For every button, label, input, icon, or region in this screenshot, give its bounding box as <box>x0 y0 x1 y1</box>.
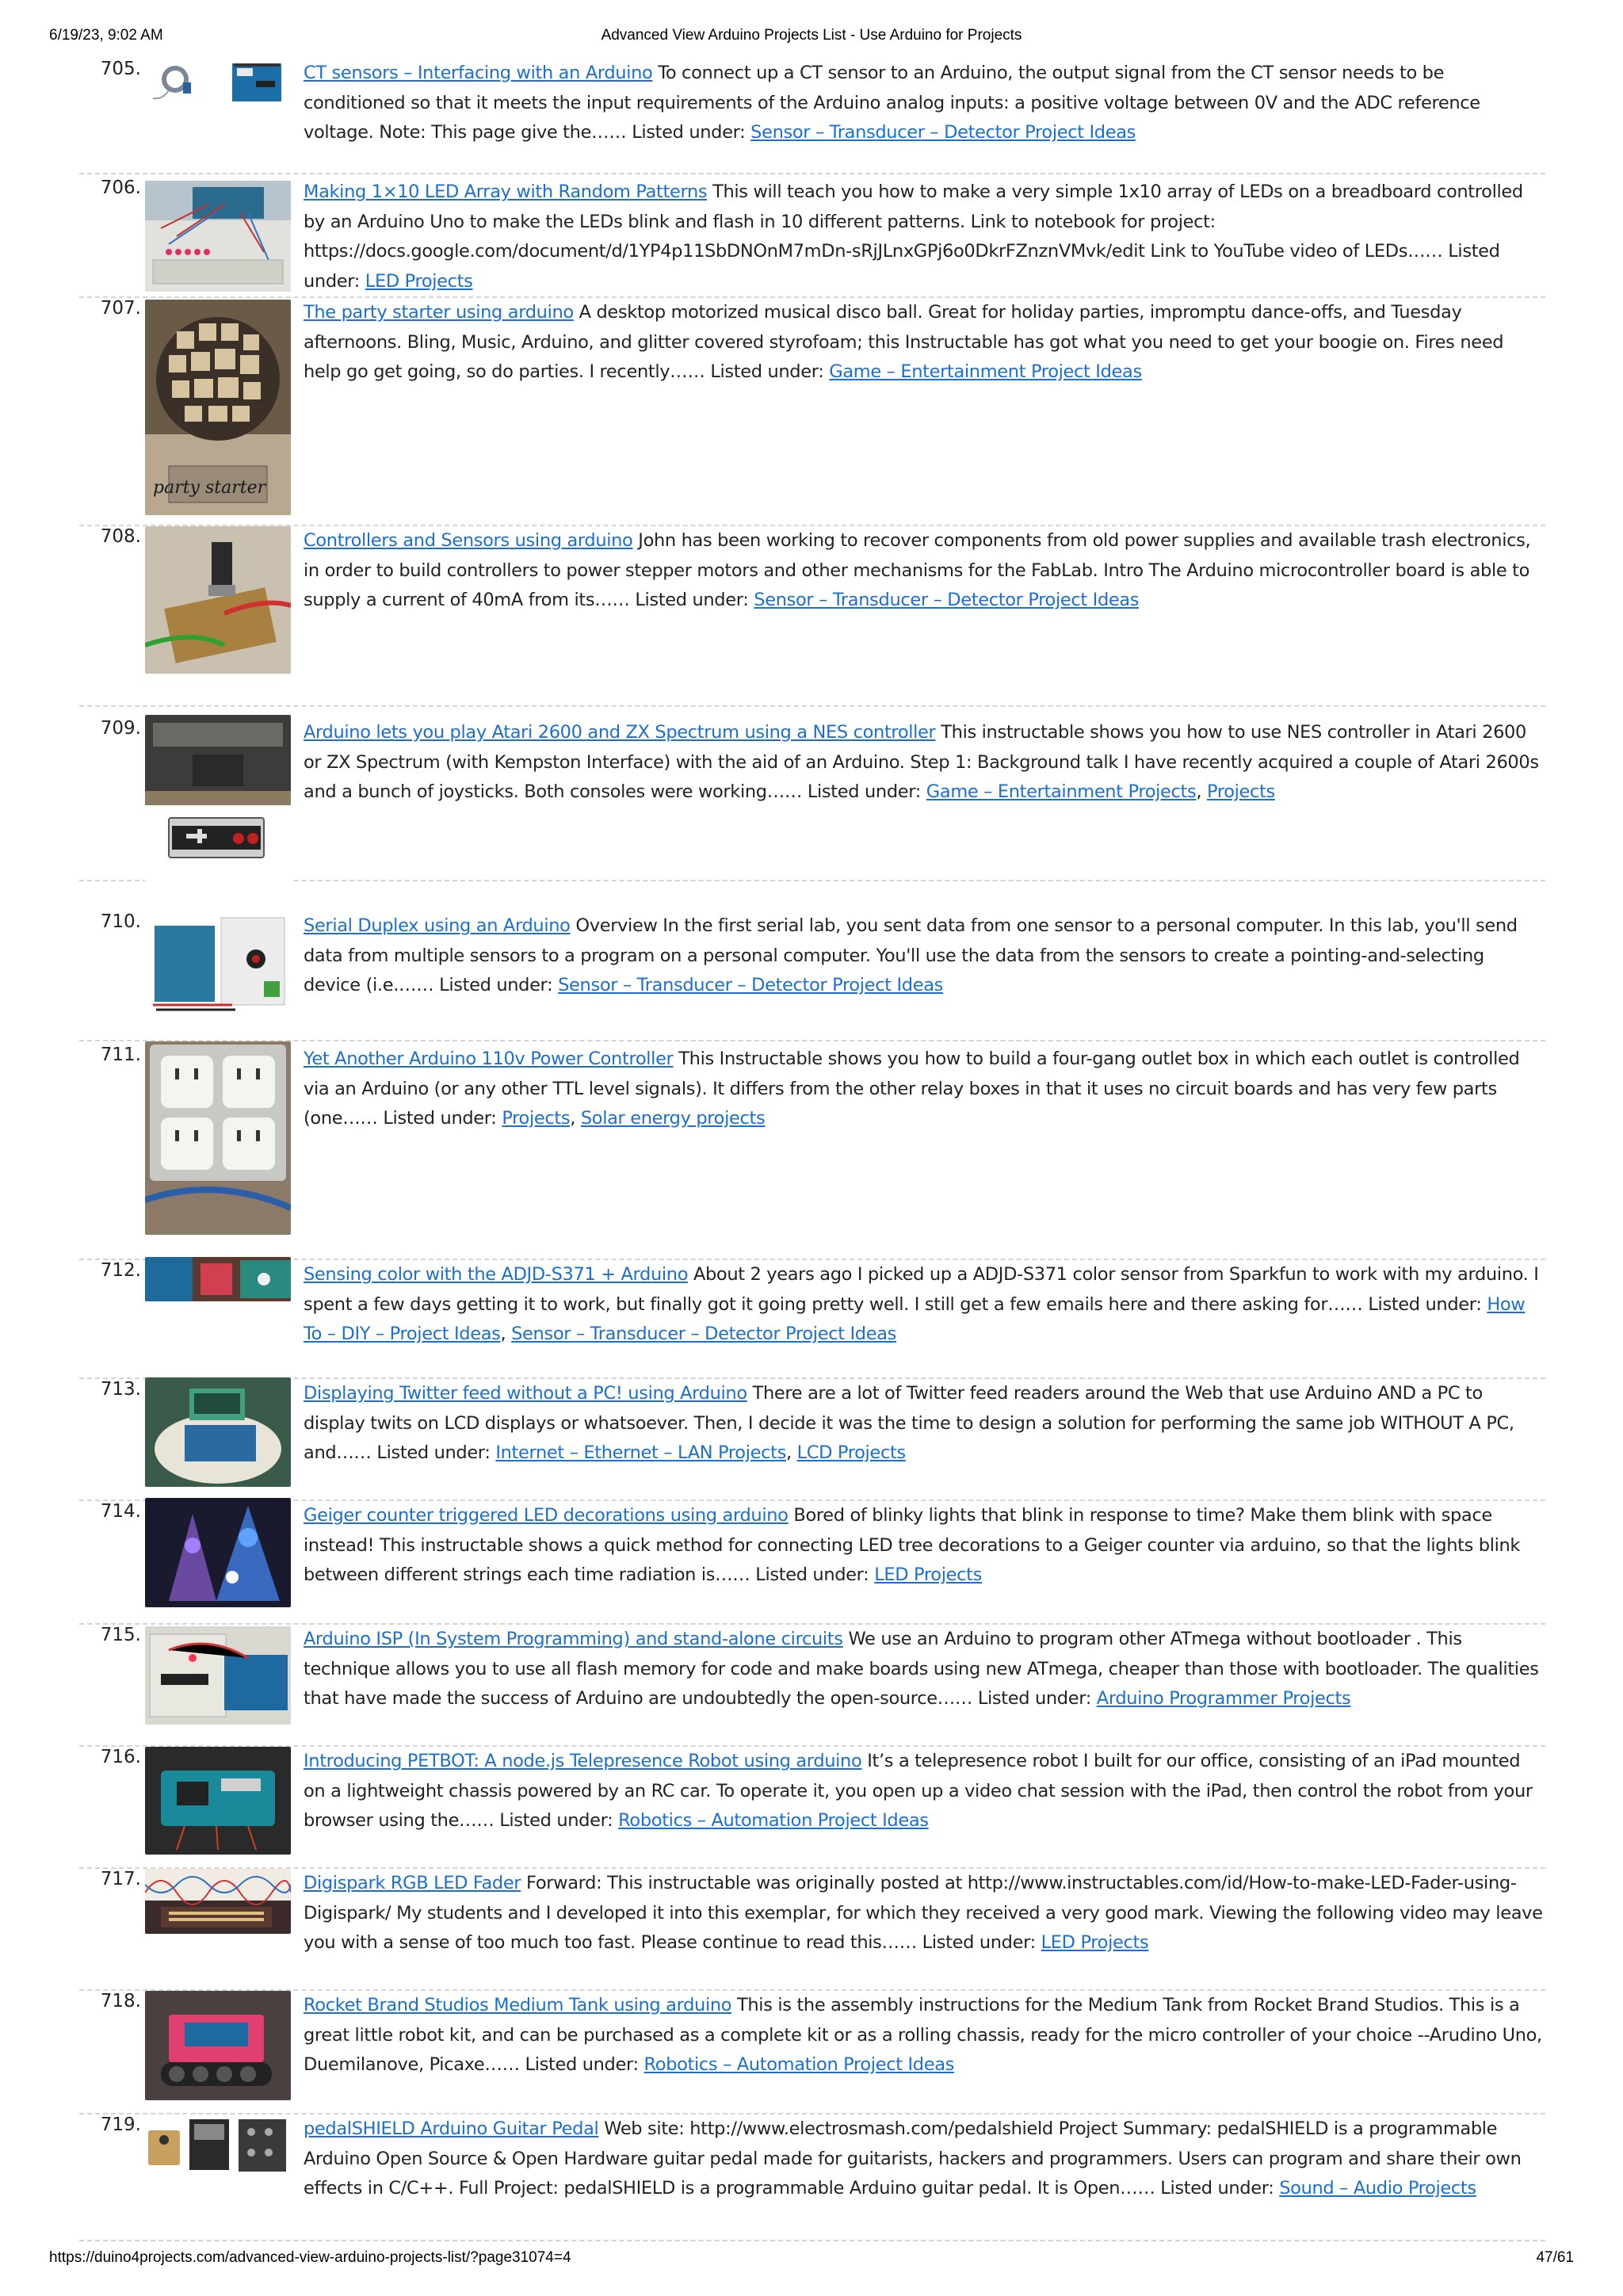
category-link[interactable]: Arduino Programmer Projects <box>1096 1688 1351 1709</box>
project-excerpt: Forward: This instructable was originally posted at http://www.instructables.com/id/How-to-make-LED-Fader-using-Digispark/ My students and I developed it into this exemplar, for which they received a very good mark. Viewing the following video may leave you with a sense of too much too fast. Please continue to read this…… <box>304 1873 1543 1953</box>
project-thumbnail[interactable] <box>145 1377 291 1487</box>
digispark-fader-image <box>145 1869 291 1934</box>
project-title-link[interactable]: The party starter using arduino <box>304 302 574 323</box>
listed-under-label: Listed under: <box>755 1564 869 1585</box>
project-title-link[interactable]: Making 1×10 LED Array with Random Patterns <box>304 181 708 202</box>
listed-under-label: Listed under: <box>1368 1293 1482 1315</box>
item-text <box>304 59 1545 148</box>
item-number: 712. <box>100 1260 141 1281</box>
print-header <box>49 27 1574 49</box>
arduino-isp-image <box>145 1626 291 1725</box>
print-page-title: Advanced View Arduino Projects List - Use Arduino for Projects <box>601 27 1022 44</box>
item-number: 708. <box>100 526 141 547</box>
project-thumbnail[interactable] <box>145 2115 291 2178</box>
project-excerpt: About 2 years ago I picked up a ADJD-S371 color sensor from Sparkfun to work with my arduino. I spent a few days getting it to work, but finally got it going pretty well. I still get a few emails here and there asking for…… <box>304 1264 1539 1315</box>
list-item <box>79 1747 1545 1869</box>
project-thumbnail[interactable] <box>145 1498 291 1607</box>
category-link[interactable]: Solar energy projects <box>580 1108 766 1129</box>
item-text <box>304 1869 1545 1958</box>
project-title-link[interactable]: Yet Another Arduino 110v Power Controller <box>304 1049 674 1069</box>
project-excerpt: It’s a telepresence robot I built for our office, consisting of an iPad mounted on a lightweight chassis powered by an RC car. To operate it, you open up a video chat session with the iPad, then control the robot from your browser using the…… <box>304 1751 1533 1831</box>
item-number: 707. <box>100 298 141 319</box>
item-number: 714. <box>100 1501 141 1522</box>
color-sensor-image <box>145 1257 291 1301</box>
category-link[interactable]: Game – Entertainment Project Ideas <box>829 361 1142 382</box>
project-excerpt: Bored of blinky lights that blink in response to time? Make them blink with space instead! This instructable shows a quick method for connecting LED tree decorations to a Geiger counter via arduino, so that the lights blink between different strings each time radiation is…… <box>304 1505 1521 1585</box>
item-number: 718. <box>100 1991 141 2011</box>
listed-under-label: Listed under: <box>977 1688 1091 1709</box>
item-text <box>304 298 1545 388</box>
ct-sensor-image <box>145 59 291 106</box>
category-link[interactable]: Robotics – Automation Project Ideas <box>618 1810 929 1831</box>
listed-under-label: Listed under: <box>807 781 921 802</box>
category-link[interactable]: Sound – Audio Projects <box>1279 2178 1476 2199</box>
list-item <box>79 298 1545 526</box>
listed-under-label: Listed under: <box>304 241 1500 292</box>
list-item <box>79 1625 1545 1747</box>
category-link[interactable]: LED Projects <box>365 270 473 292</box>
list-item <box>79 59 1545 174</box>
category-link[interactable]: LED Projects <box>1041 1932 1149 1953</box>
item-text: Sensing color with the ADJD-S371 + Arduino About 2 years ago I picked up a ADJD-S371 color sensor from Sparkfun to work with my arduino. I spent a few days getting it to work, but finally got it going pretty well. I still get a few emails here and there asking for…… Listed under: How To – DIY – Project Ideas, Sensor – Transducer – Detector Project Ideas <box>304 1264 1539 1344</box>
project-thumbnail[interactable] <box>145 715 291 886</box>
project-excerpt: This instructable shows you how to use NES controller in Atari 2600 or ZX Spectrum (with Kempston Interface) with the aid of an Arduino. Step 1: Background talk I have recently acquired a couple of Atari 2600s and a bunch of joysticks. Both consoles were working…… <box>304 722 1539 802</box>
listed-under-label: Listed under: <box>632 122 746 143</box>
project-thumbnail[interactable] <box>145 1626 291 1725</box>
print-footer <box>49 2249 1574 2271</box>
project-title-link[interactable]: Serial Duplex using an Arduino <box>304 915 571 936</box>
category-link[interactable]: LED Projects <box>874 1564 982 1585</box>
project-title-link[interactable]: CT sensors – Interfacing with an Arduino <box>304 63 653 83</box>
led-array-image <box>145 181 291 292</box>
project-thumbnail[interactable] <box>145 300 291 515</box>
geiger-led-image <box>145 1498 291 1607</box>
category-link[interactable]: Sensor – Transducer – Detector Project Ideas <box>511 1324 897 1344</box>
project-excerpt: John has been working to recover components from old power supplies and available trash electronics, in order to build controllers to power stepper motors and other mechanisms for the FabLab. Intro The Arduino microcontroller board is able to supply a current of 40mA from its…… <box>304 530 1531 610</box>
item-text <box>304 1501 1545 1591</box>
project-title-link[interactable]: Geiger counter triggered LED decorations using arduino <box>304 1505 789 1526</box>
project-excerpt: Overview In the first serial lab, you sent data from one sensor to a personal computer. In this lab, you'll send data from multiple sensors to a program on a personal computer. You'll use the data from the sensors to create a pointing-and-selecting device (i.e.…… <box>304 915 1518 995</box>
category-link[interactable]: LCD Projects <box>796 1442 906 1463</box>
project-title-link[interactable]: pedalSHIELD Arduino Guitar Pedal <box>304 2118 599 2139</box>
category-link[interactable]: Projects <box>502 1108 571 1129</box>
project-thumbnail[interactable] <box>145 1991 291 2100</box>
item-number: 713. <box>100 1379 141 1400</box>
list-item <box>79 718 1545 881</box>
project-title-link[interactable]: Displaying Twitter feed without a PC! using Arduino <box>304 1383 747 1404</box>
item-number: 705. <box>100 59 141 79</box>
project-excerpt: A desktop motorized musical disco ball. Great for holiday parties, impromptu dance-offs, and Tuesday afternoons. Bling, Music, Arduino, and glitter covered styrofoam; this Instructable has got what you need to get your boogie on. Fires need help go get going, so do parties. I recently…… <box>304 302 1504 382</box>
tank-robot-image <box>145 1991 291 2100</box>
listed-under-label: Listed under: <box>439 975 553 995</box>
list-item <box>79 911 1545 1041</box>
project-excerpt: Web site: http://www.electrosmash.com/pedalshield Project Summary: pedalSHIELD is a programmable Arduino Open Source & Open Hardware guitar pedal made for guitarists, hackers and programmers. Users can program and share their own effects in C/C++. Full Project: pedalSHIELD is a programmable Arduino guitar pedal. It is Open…… <box>304 2118 1522 2199</box>
list-item <box>79 1869 1545 1991</box>
category-link[interactable]: Game – Entertainment Projects <box>926 781 1197 802</box>
guitar-pedal-image <box>145 2115 291 2178</box>
category-link[interactable]: Internet – Ethernet – LAN Projects <box>495 1442 786 1463</box>
project-title-link[interactable]: Rocket Brand Studios Medium Tank using arduino <box>304 1995 732 2015</box>
project-thumbnail[interactable] <box>145 181 291 292</box>
project-list <box>79 59 1545 2241</box>
listed-under-label: Listed under: <box>376 1442 491 1463</box>
project-excerpt: This Instructable shows you how to build a four-gang outlet box in which each outlet is controlled via an Arduino (or any other TTL level signals). It differs from the other relay boxes in that it uses no circuit boards and has very few parts (one…… <box>304 1049 1520 1129</box>
listed-under-label: Listed under: <box>499 1810 613 1831</box>
item-number: 710. <box>100 911 141 932</box>
item-text <box>304 1747 1545 1836</box>
project-title-link[interactable]: Digispark RGB LED Fader <box>304 1873 521 1893</box>
item-text <box>304 178 1545 296</box>
item-text <box>304 2115 1545 2204</box>
project-title-link[interactable]: Sensing color with the ADJD-S371 + Arduino <box>304 1264 689 1285</box>
atari-nes-image <box>145 715 291 886</box>
petbot-image <box>145 1747 291 1855</box>
item-text <box>304 911 1545 1001</box>
disco-ball-image <box>145 300 291 515</box>
category-link[interactable]: Sensor – Transducer – Detector Project Ideas <box>750 122 1136 143</box>
item-text <box>304 1991 1545 2080</box>
list-item <box>79 1991 1545 2115</box>
list-item <box>79 1379 1545 1501</box>
item-text: Yet Another Arduino 110v Power Controller This Instructable shows you how to build a four-gang outlet box in which each outlet is controlled via an Arduino (or any other TTL level signals). It differs from the other relay boxes in that it uses no circuit boards and has very few parts (one…… Listed under: Projects, Solar energy projects <box>304 1049 1520 1129</box>
outlet-box-image <box>145 1041 291 1235</box>
controller-board-image <box>145 526 291 674</box>
list-item <box>79 1501 1545 1625</box>
project-excerpt: This is the assembly instructions for the Medium Tank from Rocket Brand Studios. This is a great little robot kit, and can be purchased as a complete kit or as a rolling chassis, ready for the micro controller of your choice --Arudino Uno, Duemilanove, Picaxe…… <box>304 1995 1542 2075</box>
item-text: Displaying Twitter feed without a PC! using Arduino There are a lot of Twitter feed readers around the Web that use Arduino AND a PC to display twits on LCD displays or whatsoever. Then, I decide it was the time to design a solution for performing the same job WITHOUT A PC, and…… Listed under: Internet – Ethernet – LAN Projects, LCD Projects <box>304 1383 1514 1463</box>
project-title-link[interactable]: Introducing PETBOT: A node.js Telepresence Robot using arduino <box>304 1751 862 1771</box>
item-number: 716. <box>100 1747 141 1767</box>
project-title-link[interactable]: Arduino lets you play Atari 2600 and ZX Spectrum using a NES controller <box>304 722 936 743</box>
project-excerpt: There are a lot of Twitter feed readers around the Web that use Arduino AND a PC to display twits on LCD displays or whatsoever. Then, I decide it was the time to design a solution for performing the same job WITHOUT A PC, and…… <box>304 1383 1514 1463</box>
item-text <box>304 526 1545 616</box>
category-link[interactable]: Robotics – Automation Project Ideas <box>643 2054 955 2075</box>
project-thumbnail[interactable] <box>145 526 291 674</box>
project-thumbnail[interactable] <box>145 1257 291 1301</box>
listed-under-label: Listed under: <box>922 1932 1036 1953</box>
list-item <box>79 1260 1545 1379</box>
item-number: 715. <box>100 1625 141 1645</box>
item-number: 709. <box>100 718 141 739</box>
listed-under-label: Listed under: <box>525 2054 639 2075</box>
listed-under-label: Listed under: <box>1160 2178 1274 2199</box>
print-datetime: 6/19/23, 9:02 AM <box>49 27 163 44</box>
category-link[interactable]: Sensor – Transducer – Detector Project Ideas <box>558 975 944 995</box>
image-caption: party starter <box>153 478 266 498</box>
item-number: 719. <box>100 2115 141 2135</box>
list-item <box>79 178 1545 298</box>
project-title-link[interactable]: Controllers and Sensors using arduino <box>304 530 633 551</box>
listed-under-label: Listed under: <box>383 1108 497 1129</box>
category-link[interactable]: Projects <box>1207 781 1275 802</box>
item-text: Arduino lets you play Atari 2600 and ZX Spectrum using a NES controller This instructable shows you how to use NES controller in Atari 2600 or ZX Spectrum (with Kempston Interface) with the aid of an Arduino. Step 1: Background talk I have recently acquired a couple of Atari 2600s and a bunch of joysticks. Both consoles were working…… Listed under: Game – Entertainment Projects, Projects <box>304 722 1539 802</box>
project-thumbnail[interactable] <box>145 1869 291 1934</box>
serial-duplex-image <box>145 910 291 1019</box>
list-item <box>79 1045 1545 1260</box>
project-thumbnail[interactable] <box>145 59 291 106</box>
list-item <box>79 526 1545 707</box>
project-excerpt: This will teach you how to make a very simple 1x10 array of LEDs on a breadboard controlled by an Arduino Uno to make the LEDs blink and flash in 10 different patterns. Link to notebook for project: https://docs.google.com/document/d/1YP4p11SbDNOnM7mDn-sRjJLnxGPj6o0DkrFZnznVMvk/edit Link to YouTube video of LEDs…… <box>304 181 1523 262</box>
item-number: 711. <box>100 1045 141 1065</box>
project-excerpt: We use an Arduino to program other ATmega without bootloader . This technique allows you to use all flash memory for code and make boards using new ATmega, cheaper than those with bootloader. The qualities that have made the success of Arduino are undoubtedly the open-source…… <box>304 1629 1539 1709</box>
item-number: 706. <box>100 178 141 198</box>
list-item <box>79 2115 1545 2241</box>
listed-under-label: Listed under: <box>635 590 749 610</box>
print-url: https://duino4projects.com/advanced-view-arduino-projects-list/?page31074=4 <box>49 2249 571 2266</box>
item-text <box>304 1625 1545 1714</box>
project-thumbnail[interactable] <box>145 910 291 1019</box>
listed-under-label: Listed under: <box>710 361 824 382</box>
project-title-link[interactable]: Arduino ISP (In System Programming) and stand-alone circuits <box>304 1629 843 1649</box>
project-thumbnail[interactable] <box>145 1747 291 1855</box>
item-number: 717. <box>100 1869 141 1889</box>
print-page-number: 47/61 <box>1536 2249 1574 2266</box>
project-excerpt: To connect up a CT sensor to an Arduino, the output signal from the CT sensor needs to be conditioned so that it meets the input requirements of the Arduino analog inputs: a positive voltage between 0V and the ADC reference voltage. Note: This page give the…… <box>304 63 1480 143</box>
project-thumbnail[interactable] <box>145 1041 291 1235</box>
twitter-lcd-image <box>145 1377 291 1487</box>
category-link[interactable]: Sensor – Transducer – Detector Project Ideas <box>754 590 1140 610</box>
category-link[interactable]: How To – DIY – Project Ideas <box>304 1293 1526 1344</box>
